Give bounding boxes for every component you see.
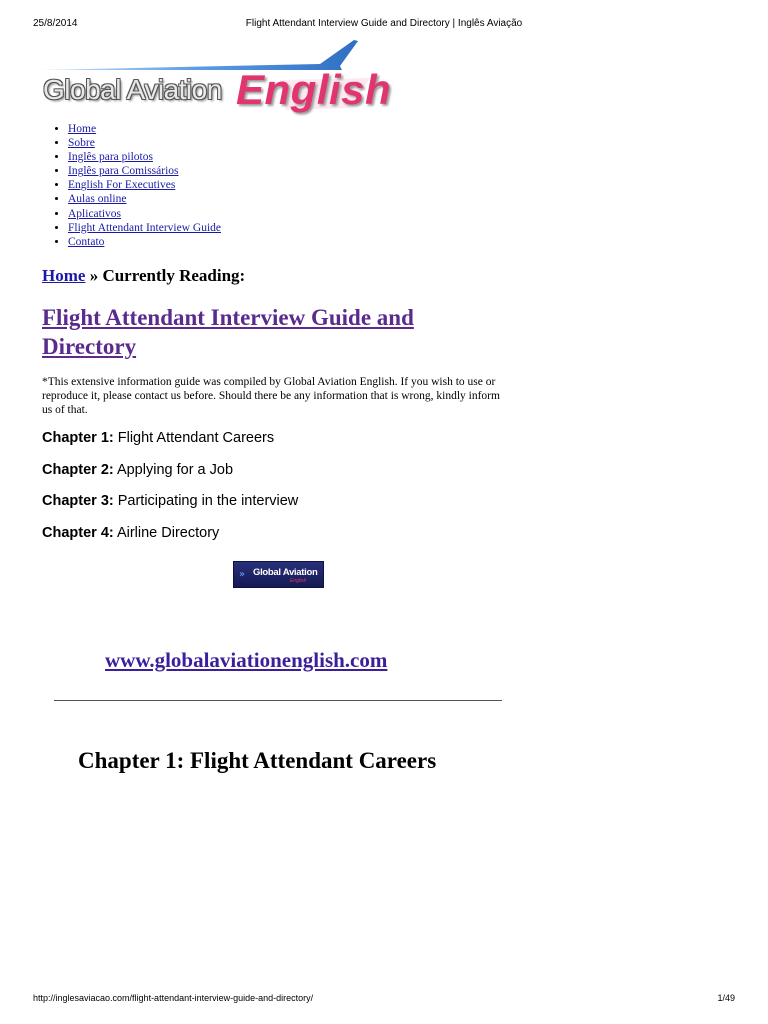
chapter-title: Participating in the interview [113, 493, 299, 510]
global-aviation-badge[interactable] [233, 561, 324, 588]
horizontal-divider [54, 700, 502, 701]
chapter-label: Chapter 2: [42, 461, 114, 478]
nav-link-executives[interactable]: English For Executives [68, 179, 176, 192]
nav-item-home [68, 122, 221, 136]
nav-link-interview-guide[interactable]: Flight Attendant Interview Guide [68, 221, 221, 234]
post-title [42, 303, 512, 361]
print-page-number: 1/49 [717, 993, 735, 1003]
chapter-label: Chapter 4: [42, 524, 114, 541]
nav-link-contato[interactable]: Contato [68, 235, 105, 248]
chapter-item [42, 493, 298, 525]
nav-item-contato [68, 235, 221, 249]
breadcrumb-current: » Currently Reading: [85, 266, 246, 285]
chapter-title: Applying for a Job [113, 461, 234, 478]
site-link [105, 648, 387, 673]
nav-link-sobre[interactable]: Sobre [68, 137, 95, 150]
print-date: 25/8/2014 [33, 18, 78, 29]
print-header [33, 18, 735, 32]
chapter-item [42, 430, 298, 462]
chapter-label: Chapter 3: [42, 493, 114, 510]
chapter-heading: Chapter 1: Flight Attendant Careers [78, 748, 437, 773]
nav-item-sobre [68, 136, 221, 150]
main-nav [52, 122, 221, 249]
chapter-list [42, 430, 298, 556]
nav-item-pilotos [68, 150, 221, 164]
nav-item-aplicativos [68, 207, 221, 221]
chapter-item [42, 462, 298, 494]
nav-link-pilotos[interactable]: Inglês para pilotos [68, 151, 153, 164]
intro-text: *This extensive information guide was compiled by Global Aviation English. If you wish to use or reproduce it, please contact us before. Should there be any information that is wrong, kindly inform us of that. [42, 376, 500, 416]
chapter-title: Flight Attendant Careers [113, 430, 275, 446]
chapter-label: Chapter 1: [42, 430, 114, 446]
chapter-title: Airline Directory [113, 524, 220, 541]
print-footer [33, 993, 735, 1007]
site-logo[interactable] [40, 38, 440, 118]
breadcrumb-home-link[interactable]: Home [42, 266, 86, 285]
logo-text-global-aviation: Global Aviation [43, 74, 222, 105]
post-title-link[interactable]: Flight Attendant Interview Guide and Directory [42, 305, 414, 359]
chevrons-right-icon: » [239, 569, 246, 580]
print-url: http://inglesaviacao.com/flight-attendant-interview-guide-and-directory/ [33, 993, 314, 1003]
nav-item-aulas-online [68, 192, 221, 206]
site-url-link[interactable]: www.globalaviationenglish.com [105, 648, 388, 672]
nav-link-comissarios[interactable]: Inglês para Comissários [68, 165, 179, 178]
breadcrumb [42, 266, 245, 286]
print-page-title: Flight Attendant Interview Guide and Directory | Inglês Aviação [245, 18, 523, 29]
nav-link-aplicativos[interactable]: Aplicativos [68, 207, 122, 220]
nav-link-home[interactable]: Home [68, 123, 97, 135]
badge-text: Global Aviation [253, 567, 318, 578]
nav-link-aulas-online[interactable]: Aulas online [68, 193, 127, 206]
logo-text-english: English [236, 66, 392, 113]
nav-item-interview-guide [68, 221, 221, 235]
badge-subtext: English [290, 578, 307, 584]
nav-item-comissarios [68, 164, 221, 178]
nav-item-executives [68, 178, 221, 192]
chapter-item [42, 525, 298, 557]
